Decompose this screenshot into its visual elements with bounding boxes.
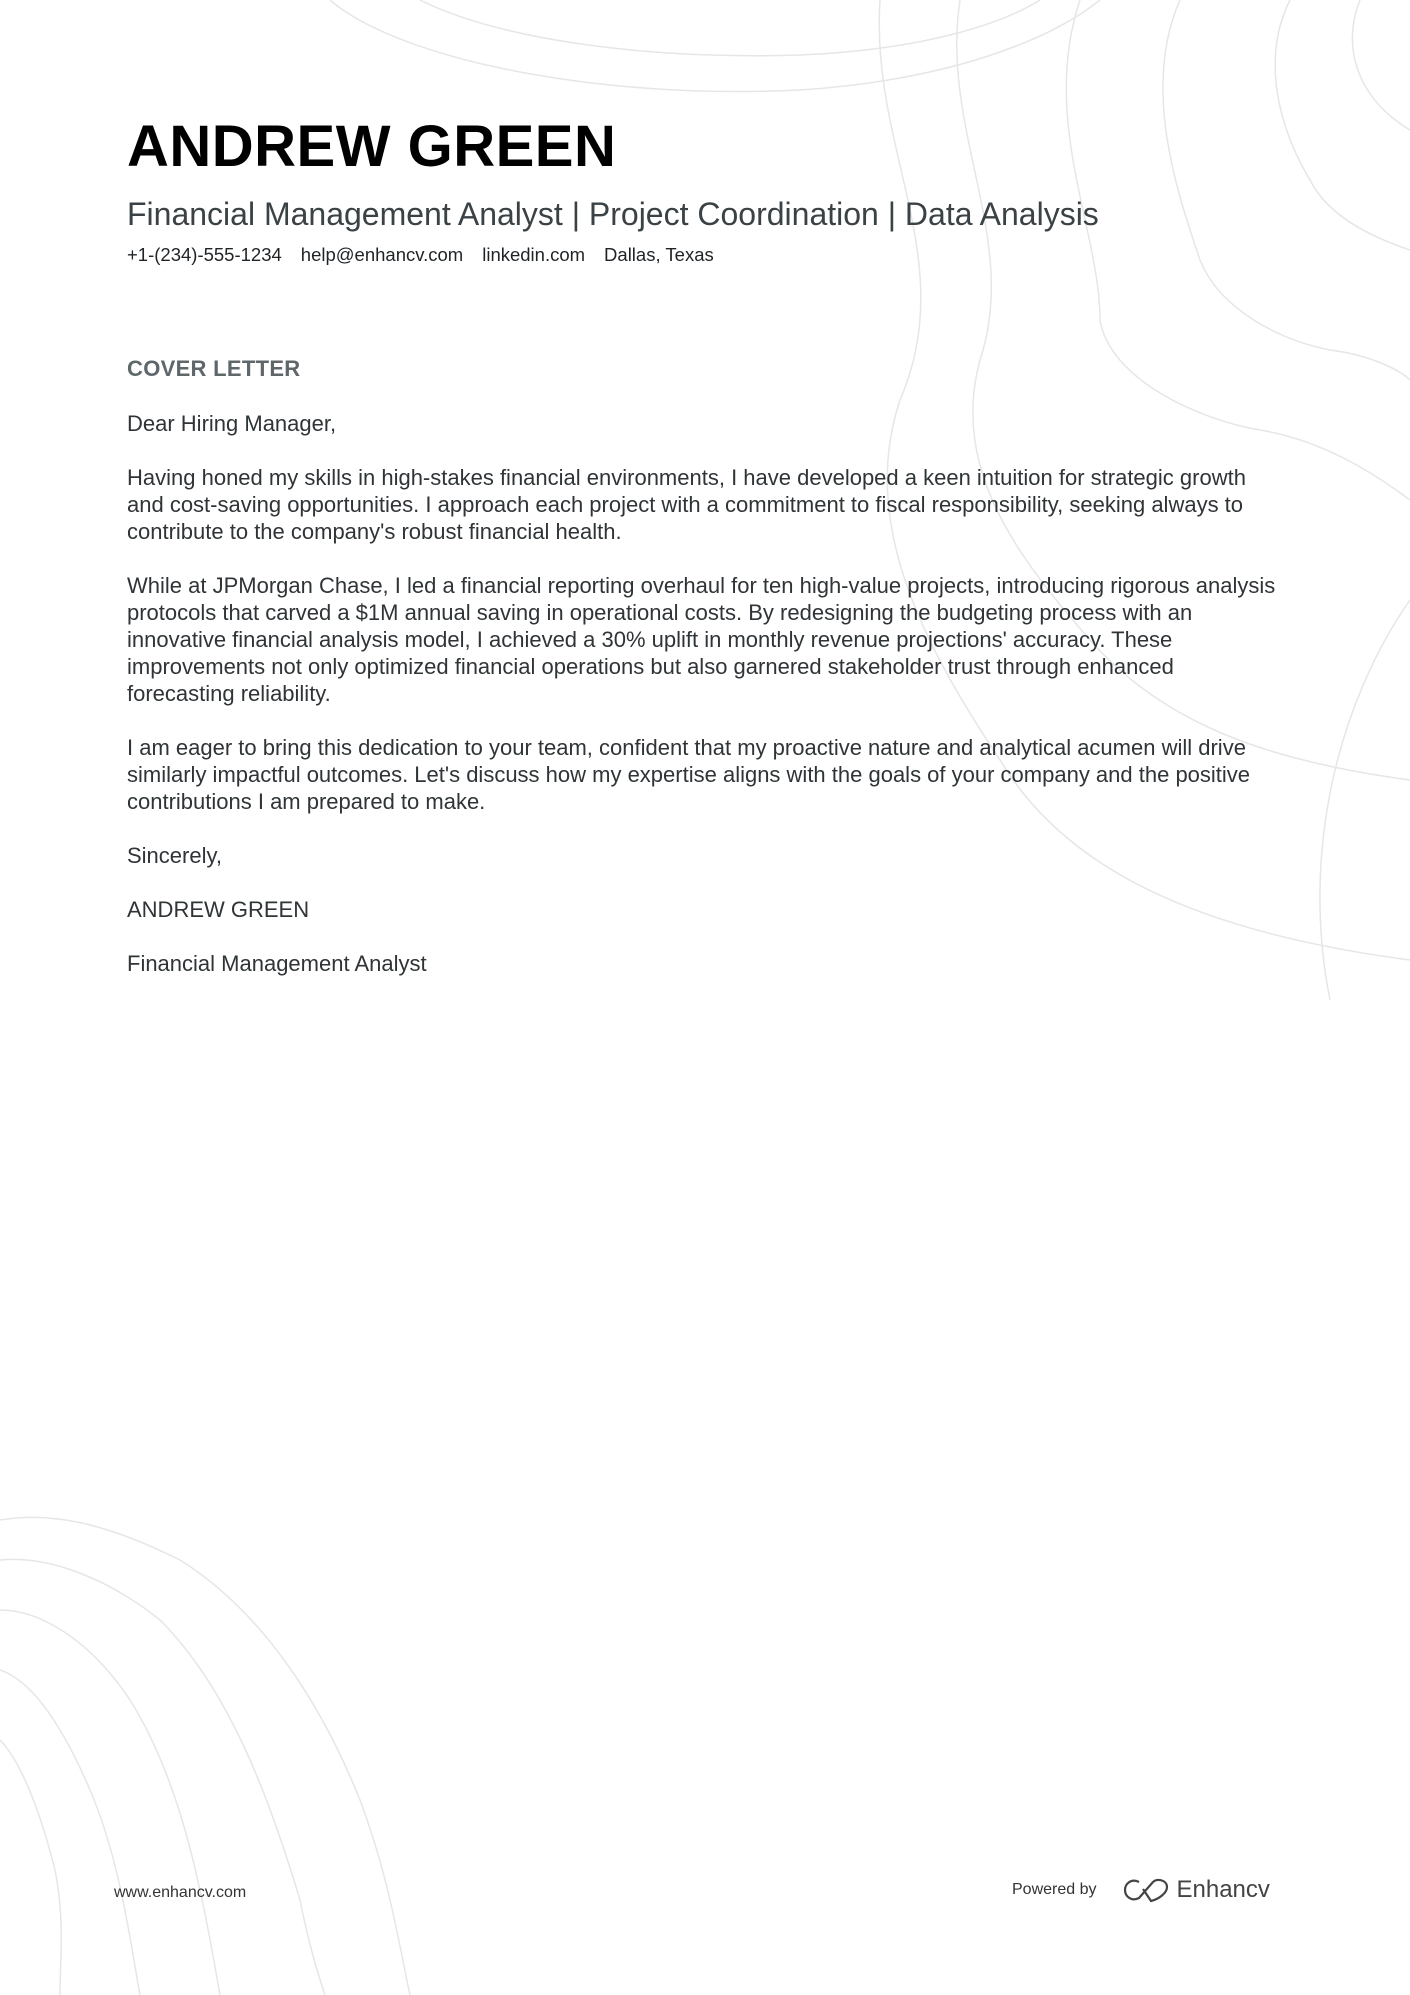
enhancv-logo[interactable] <box>1123 1876 1270 1904</box>
contact-linkedin: linkedin.com <box>482 244 586 265</box>
letter-body <box>127 410 1277 977</box>
salutation: Dear Hiring Manager, <box>127 411 337 436</box>
applicant-name: ANDREW GREEN <box>127 114 617 179</box>
section-title: COVER LETTER <box>127 356 301 381</box>
contact-phone: +1-(234)-555-1234 <box>127 244 282 265</box>
contact-email: help@enhancv.com <box>300 244 464 265</box>
powered-by <box>1012 1876 1270 1904</box>
closing: Sincerely, <box>127 843 222 868</box>
enhancv-logo-icon <box>1123 1877 1169 1903</box>
enhancv-brand-name: Enhancv <box>1176 1876 1270 1903</box>
signature-name: ANDREW GREEN <box>127 897 310 922</box>
contact-info <box>127 244 1277 266</box>
signature-title: Financial Management Analyst <box>127 951 427 976</box>
footer-website-link[interactable]: www.enhancv.com <box>114 1884 247 1901</box>
cover-letter-page <box>127 112 1277 1004</box>
applicant-title: Financial Management Analyst | Project Coordination | Data Analysis <box>127 196 1099 232</box>
paragraph: I am eager to bring this dedication to your team, confident that my proactive nature and analytical acumen will drive similarly impactful outcomes. Let's discuss how my expertise aligns with the goals of your company and the positive contributions I am prepared to make. <box>127 735 1251 814</box>
paragraph: Having honed my skills in high-stakes financial environments, I have developed a keen intuition for strategic growth and cost-saving opportunities. I approach each project with a commitment to fiscal responsibility, seeking always to contribute to the company's robust financial health. <box>127 465 1246 544</box>
paragraph: While at JPMorgan Chase, I led a financial reporting overhaul for ten high-value projects, introducing rigorous analysis protocols that carved a $1M annual saving in operational costs. By redesigning the budgeting process with an innovative financial analysis model, I achieved a 30% uplift in monthly revenue projections' accuracy. These improvements not only optimized financial operations but also garnered stakeholder trust through enhanced forecasting reliability. <box>127 573 1276 706</box>
contact-location: Dallas, Texas <box>604 244 714 265</box>
powered-by-label: Powered by <box>1012 1881 1097 1898</box>
